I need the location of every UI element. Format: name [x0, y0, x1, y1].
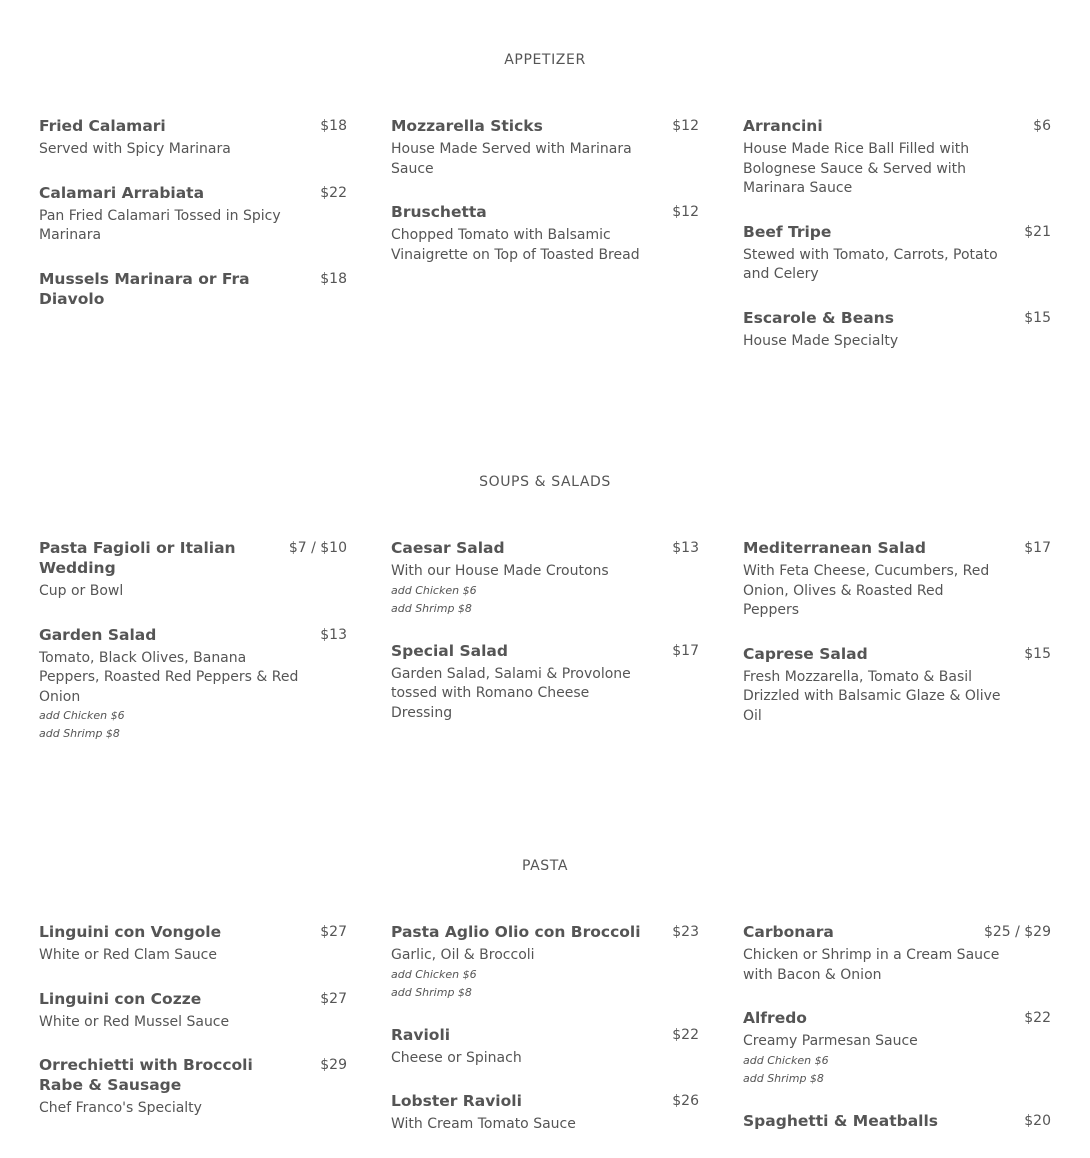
menu-item-add-on: add Chicken $6	[391, 967, 477, 981]
menu-item-price: $22	[320, 184, 347, 201]
menu-item-add-on: add Shrimp $8	[39, 727, 120, 740]
menu-item-description: Garlic, Oil & Broccoli	[391, 947, 535, 963]
menu-item-description: White or Red Clam Sauce	[39, 947, 217, 963]
menu-item-description: With our House Made Croutons	[391, 563, 609, 579]
menu-item-name: Carbonara	[743, 923, 834, 941]
menu-item-description: Pan Fried Calamari Tossed in Spicy Marinara	[39, 207, 281, 243]
menu-item-add-on: add Chicken $6	[39, 709, 125, 722]
menu-item	[39, 538, 347, 602]
menu-item-add-on: add Chicken $6	[743, 1053, 829, 1067]
menu-item-name: Beef Tripe	[743, 222, 832, 241]
menu-item-price: $27	[320, 990, 347, 1007]
menu-item-name: Mussels Marinara or Fra Diavolo	[39, 269, 250, 308]
menu-item-price: $18	[320, 270, 347, 287]
menu-item-description: Tomato, Black Olives, Banana Peppers, Roasted Red Peppers & Red Onion	[39, 649, 299, 705]
menu-item-description: Served with Spicy Marinara	[39, 141, 231, 157]
menu-item-price: $29	[320, 1057, 347, 1073]
menu-item-description: With Cream Tomato Sauce	[391, 1116, 576, 1132]
soups-salads-column-3	[743, 538, 1051, 749]
menu-item-name: Pasta Aglio Olio con Broccoli	[391, 923, 641, 941]
menu-item-description: Chef Franco's Specialty	[39, 1100, 202, 1116]
menu-item	[39, 183, 347, 246]
soups-salads-column-2	[391, 538, 699, 746]
menu-item-add-on: add Shrimp $8	[391, 985, 472, 999]
menu-item-price: $15	[1024, 645, 1051, 662]
menu-item-add-on: add Shrimp $8	[391, 601, 472, 615]
appetizer-column-3	[743, 116, 1051, 374]
menu-item-name: Pasta Fagioli or Italian Wedding	[39, 539, 236, 577]
menu-item-name: Escarole & Beans	[743, 308, 894, 327]
menu-item-price: $15	[1024, 309, 1051, 326]
menu-item	[391, 202, 699, 265]
menu-item-price: $17	[672, 642, 699, 659]
menu-item-description: Stewed with Tomato, Carrots, Potato and Celery	[743, 246, 998, 282]
pasta-column-1	[39, 922, 347, 1142]
appetizer-column-1	[39, 116, 347, 332]
menu-item-price: $6	[1033, 118, 1051, 134]
menu-item	[743, 222, 1051, 285]
menu-item	[743, 922, 1051, 985]
menu-item	[743, 1008, 1051, 1088]
section-title-soups-salads: SOUPS & SALADS	[479, 474, 611, 490]
menu-item	[39, 922, 347, 966]
menu-item	[743, 308, 1051, 352]
soups-salads-column-1	[39, 538, 347, 766]
menu-item	[391, 116, 699, 179]
menu-item-name: Arrancini	[743, 117, 823, 135]
menu-item-description: Cheese or Spinach	[391, 1049, 522, 1066]
menu-item-name: Ravioli	[391, 1025, 451, 1044]
menu-item	[391, 1091, 699, 1135]
pasta-column-3	[743, 922, 1051, 1154]
menu-item-description: Creamy Parmesan Sauce	[743, 1033, 918, 1049]
menu-item-name: Calamari Arrabiata	[39, 183, 205, 202]
menu-item-description: Cup or Bowl	[39, 583, 124, 599]
section-title-appetizer: APPETIZER	[504, 52, 586, 68]
menu-item-price: $13	[320, 626, 347, 643]
menu-item-price: $20	[1024, 1112, 1051, 1129]
menu-item-description: White or Red Mussel Sauce	[39, 1013, 230, 1030]
menu-item	[743, 116, 1051, 199]
menu-item-price: $21	[1024, 223, 1051, 240]
menu-item-name: Caesar Salad	[391, 539, 505, 557]
section-title-pasta: PASTA	[521, 858, 569, 874]
menu-item	[391, 1025, 699, 1069]
menu-item	[743, 538, 1051, 621]
menu-item	[391, 538, 699, 618]
menu-item	[39, 269, 347, 309]
menu-item-description: Garden Salad, Salami & Provolone tossed with Romano Cheese Dressing	[391, 665, 631, 721]
menu-item-name: Linguini con Vongole	[39, 923, 222, 941]
menu-item-description: Chopped Tomato with Balsamic Vinaigrette on Top of Toasted Bread	[391, 227, 640, 263]
menu-item-name: Fried Calamari	[39, 117, 166, 135]
menu-item	[391, 641, 699, 724]
menu-item-description: House Made Served with Marinara Sauce	[391, 141, 632, 177]
menu-item	[743, 644, 1051, 727]
pasta-column-2	[391, 922, 699, 1158]
menu-item-price: $25 / $29	[983, 924, 1051, 940]
menu-item-name: Special Salad	[391, 641, 508, 660]
menu-item	[39, 989, 347, 1033]
menu-item-name: Lobster Ravioli	[391, 1092, 522, 1110]
menu-item-name: Alfredo	[743, 1009, 807, 1027]
menu-item	[39, 625, 347, 744]
menu-item-price: $13	[672, 540, 699, 556]
menu-item-description: House Made Rice Ball Filled with Bolognese Sauce & Served with Marinara Sauce	[743, 141, 970, 196]
menu-item-description: With Feta Cheese, Cucumbers, Red Onion, Olives & Roasted Red Peppers	[743, 563, 990, 618]
menu-item	[743, 1111, 1051, 1131]
menu-item-name: Orrechietti with Broccoli Rabe & Sausage	[39, 1056, 253, 1094]
menu-item-price: $23	[672, 924, 699, 940]
menu-item-description: Chicken or Shrimp in a Cream Sauce with Bacon & Onion	[743, 947, 1000, 983]
menu-item-price: $18	[320, 118, 347, 134]
menu-item-name: Spaghetti & Meatballs	[743, 1111, 939, 1130]
menu-item-price: $17	[1024, 540, 1051, 556]
menu-item-price: $7 / $10	[288, 540, 347, 556]
menu-item-add-on: add Shrimp $8	[743, 1071, 824, 1085]
menu-item-price: $27	[320, 924, 347, 940]
menu-item	[391, 922, 699, 1002]
menu-item-description: House Made Specialty	[743, 332, 899, 349]
menu-item-name: Bruschetta	[391, 203, 487, 221]
menu-item-name: Garden Salad	[39, 625, 157, 644]
menu-item-price: $26	[672, 1093, 699, 1109]
appetizer-column-2	[391, 116, 699, 288]
menu-item	[39, 1055, 347, 1119]
menu-item-price: $22	[672, 1026, 699, 1043]
menu-item-name: Caprese Salad	[743, 644, 868, 663]
menu-item-price: $12	[672, 204, 699, 220]
menu-item-name: Mozzarella Sticks	[391, 117, 543, 135]
menu-item-name: Mediterranean Salad	[743, 539, 926, 557]
menu-item-name: Linguini con Cozze	[39, 989, 202, 1008]
menu-item	[39, 116, 347, 160]
menu-item-price: $12	[672, 118, 699, 134]
menu-item-description: Fresh Mozzarella, Tomato & Basil Drizzled with Balsamic Glaze & Olive Oil	[743, 668, 1001, 724]
menu-item-add-on: add Chicken $6	[391, 583, 477, 597]
menu-item-price: $22	[1024, 1010, 1051, 1026]
